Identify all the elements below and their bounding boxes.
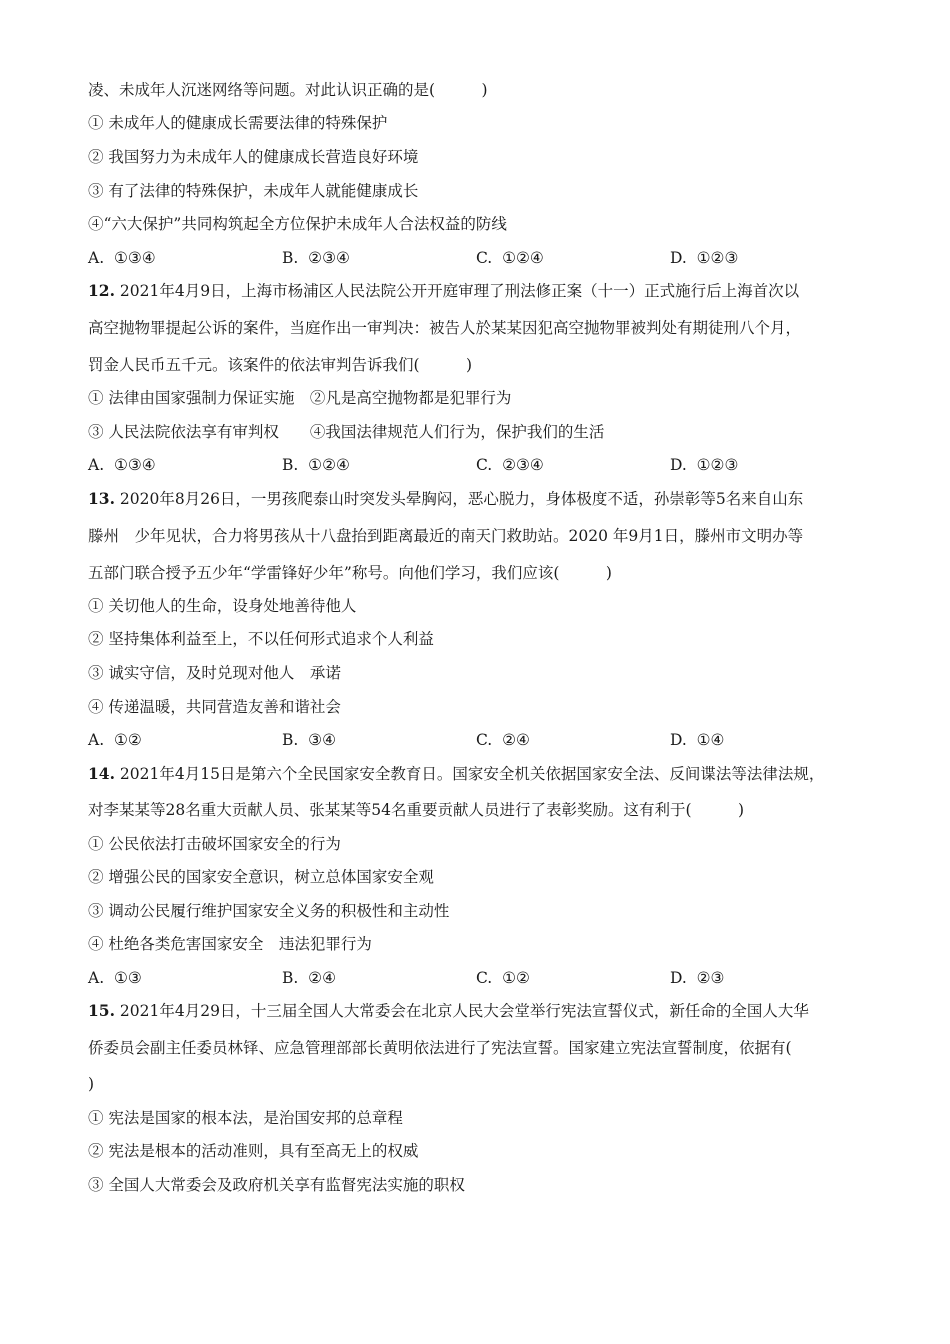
q13-statement-3: ③ 诚实守信，及时兑现对他人 承诺 [88, 664, 341, 682]
q12-stem-line-2: 高空抛物罪提起公诉的案件，当庭作出一审判决：被告人於某某因犯高空抛物罪被判处有期徒刑八个月， [88, 319, 802, 337]
q12-statements-3-4: ③ 人民法院依法享有审判权 ④我国法律规范人们行为，保护我们的生活 [88, 423, 605, 441]
q12-number: 12. [88, 281, 115, 300]
q13-number: 13. [88, 489, 115, 508]
q13-statement-2: ② 坚持集体利益至上，不以任何形式追求个人利益 [88, 630, 434, 648]
q13-option-b: B. ③④ [282, 731, 336, 749]
q13-stem-line-3: 五部门联合授予五少年“学雷锋好少年”称号。向他们学习，我们应该( ) [88, 564, 612, 582]
q12-option-b: B. ①②④ [282, 456, 350, 474]
q14-statement-2: ② 增强公民的国家安全意识，树立总体国家安全观 [88, 868, 434, 886]
q13-stem-line-2: 滕州 少年见状，合力将男孩从十八盘抬到距离最近的南天门救助站。2020 年9月1日，滕州市文明办等 [88, 527, 804, 545]
q14-number: 14. [88, 764, 115, 783]
q11-statement-3: ③ 有了法律的特殊保护，未成年人就能健康成长 [88, 182, 419, 200]
q15-statement-2: ② 宪法是根本的活动准则，具有至高无上的权威 [88, 1142, 419, 1160]
q15-number: 15. [88, 1001, 115, 1020]
q15-stem-text-1: 2021年4月29日，十三届全国人大常委会在北京人民大会堂举行宪法宣誓仪式，新任命的全国人大华 [114, 1002, 809, 1020]
q14-statement-1: ① 公民依法打击破坏国家安全的行为 [88, 835, 341, 853]
q12-stem-text-1: 2021年4月9日，上海市杨浦区人民法院公开开庭审理了刑法修正案（十一）正式施行后上海首次以 [114, 282, 800, 300]
q12-options [88, 455, 888, 475]
q12-option-a: A. ①③④ [88, 456, 156, 474]
q14-stem-line-1 [88, 764, 824, 784]
q13-options [88, 730, 888, 750]
q15-statement-3: ③ 全国人大常委会及政府机关享有监督宪法实施的职权 [88, 1176, 465, 1194]
q13-option-d: D. ①④ [670, 731, 725, 749]
q13-stem-text-1: 2020年8月26日，一男孩爬泰山时突发头晕胸闷，恶心脱力，身体极度不适，孙崇彰等5名来自山东 [114, 490, 804, 508]
q14-statement-4: ④ 杜绝各类危害国家安全 违法犯罪行为 [88, 935, 372, 953]
q15-statement-1: ① 宪法是国家的根本法，是治国安邦的总章程 [88, 1109, 403, 1127]
q14-option-d: D. ②③ [670, 969, 725, 987]
q14-stem-text-1: 2021年4月15日是第六个全民国家安全教育日。国家安全机关依据国家安全法、反间谍法等法律法规， [114, 765, 825, 783]
q15-stem-line-3: ) [88, 1075, 95, 1093]
q11-statement-2: ② 我国努力为未成年人的健康成长营造良好环境 [88, 148, 419, 166]
q13-stem-line-1 [88, 489, 803, 509]
q15-stem-line-1 [88, 1001, 809, 1021]
q11-statement-1: ① 未成年人的健康成长需要法律的特殊保护 [88, 114, 388, 132]
q12-stem-line-3: 罚金人民币五千元。该案件的依法审判告诉我们( ) [88, 356, 473, 374]
q13-option-c: C. ②④ [476, 731, 530, 749]
q13-statement-1: ① 关切他人的生命，设身处地善待他人 [88, 597, 357, 615]
q11-options [88, 248, 888, 268]
q11-option-a: A. ①③④ [88, 249, 156, 267]
q11-statement-4: ④“六大保护”共同构筑起全方位保护未成年人合法权益的防线 [88, 215, 507, 233]
q15-stem-line-2: 侨委员会副主任委员林铎、应急管理部部长黄明依法进行了宪法宣誓。国家建立宪法宣誓制度，依据有( [88, 1039, 792, 1057]
q12-option-c: C. ②③④ [476, 456, 544, 474]
q11-option-c: C. ①②④ [476, 249, 544, 267]
q14-option-a: A. ①③ [88, 969, 142, 987]
q12-stem-line-1 [88, 281, 799, 301]
q11-option-d: D. ①②③ [670, 249, 739, 267]
q14-statement-3: ③ 调动公民履行维护国家安全义务的积极性和主动性 [88, 902, 450, 920]
q12-option-d: D. ①②③ [670, 456, 739, 474]
q14-option-c: C. ①② [476, 969, 530, 987]
q14-stem-line-2: 对李某某等28名重大贡献人员、张某某等54名重要贡献人员进行了表彰奖励。这有利于( ) [88, 801, 745, 819]
q14-option-b: B. ②④ [282, 969, 336, 987]
q14-options [88, 968, 888, 988]
q11-option-b: B. ②③④ [282, 249, 350, 267]
q13-option-a: A. ①② [88, 731, 142, 749]
q12-statements-1-2: ① 法律由国家强制力保证实施 ②凡是高空抛物都是犯罪行为 [88, 389, 512, 407]
q13-statement-4: ④ 传递温暖，共同营造友善和谐社会 [88, 698, 341, 716]
q11-stem-tail: 凌、未成年人沉迷网络等问题。对此认识正确的是( ) [88, 81, 488, 99]
